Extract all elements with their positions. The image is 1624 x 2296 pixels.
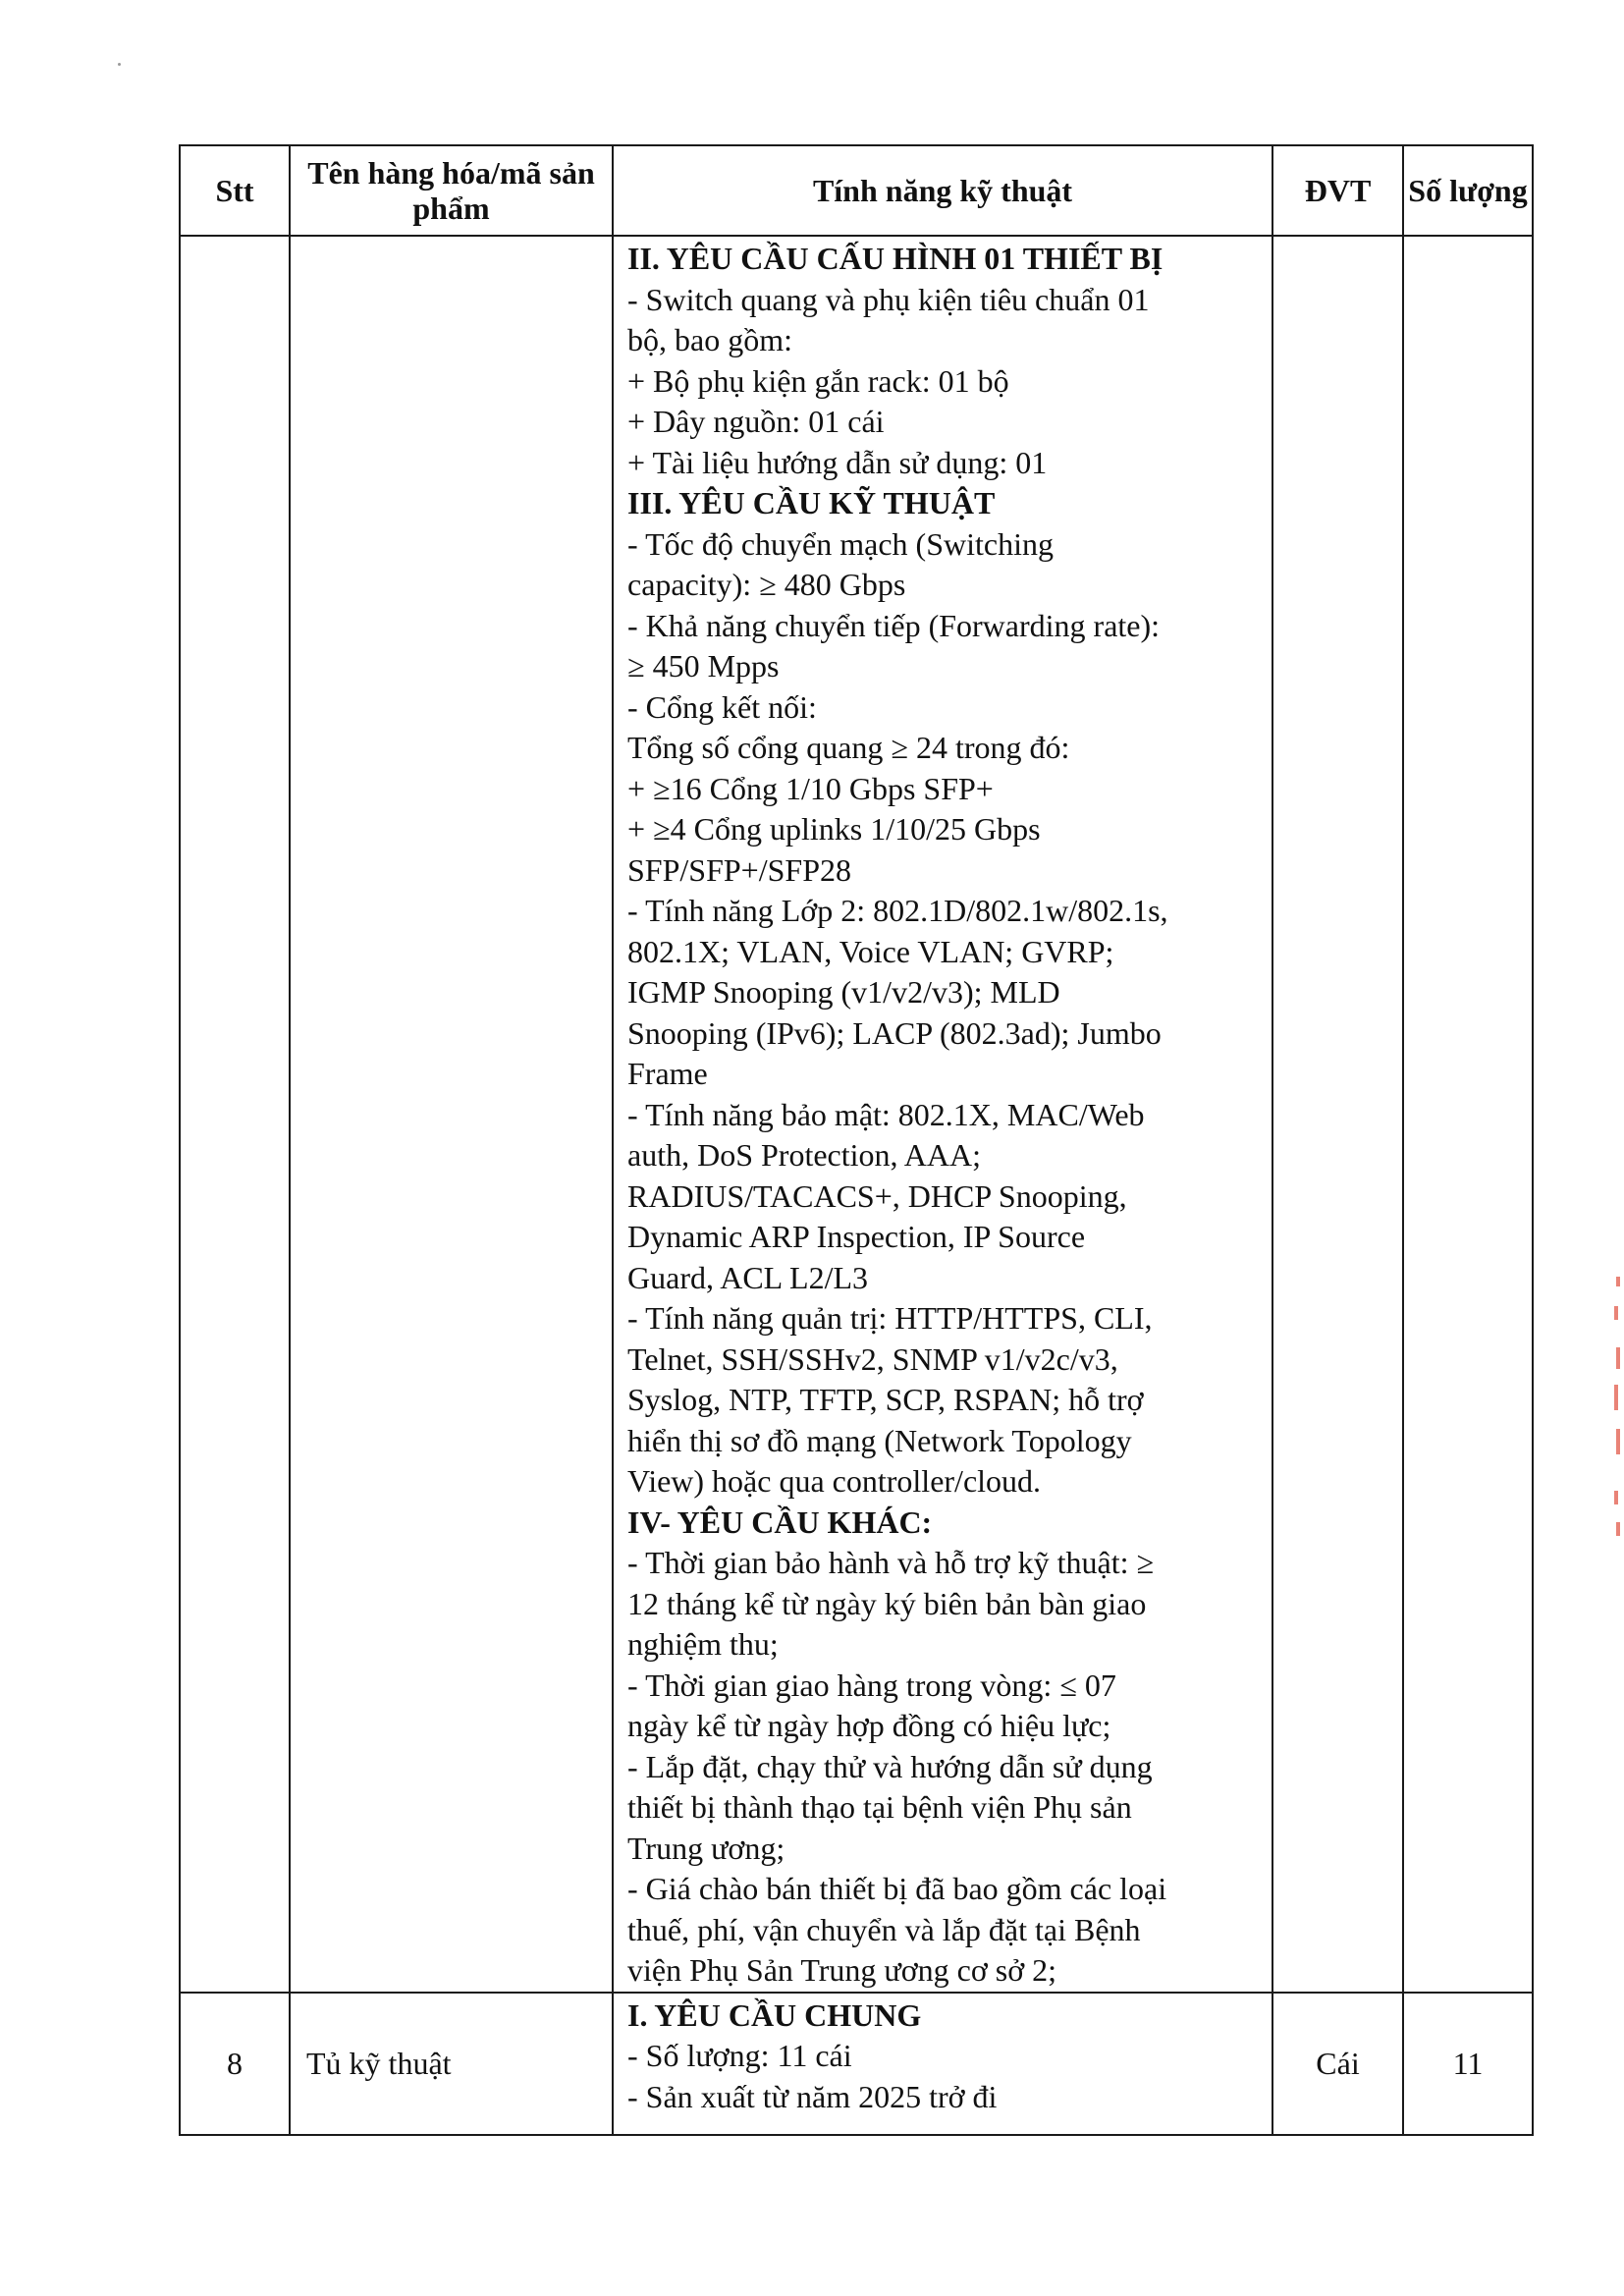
spec-text-line: - Tốc độ chuyển mạch (Switching (627, 525, 1054, 562)
spec-text-line: + Tài liệu hướng dẫn sử dụng: 01 (627, 444, 1048, 480)
spec-text-line: ≥ 450 Mpps (627, 648, 780, 683)
spec-text-line: Guard, ACL L2/L3 (627, 1259, 868, 1295)
spec-text-line: capacity): ≥ 480 Gbps (627, 567, 906, 602)
stamp-edge-mark (1614, 1491, 1618, 1504)
spec-text-line: auth, DoS Protection, AAA; (627, 1137, 981, 1173)
quantity-cell (1403, 236, 1533, 1993)
stamp-edge-mark (1616, 1277, 1620, 1286)
header-stt: Stt (180, 145, 290, 236)
spec-cell-item-8 (613, 1993, 1272, 2135)
header-quantity: Số lượng (1403, 145, 1533, 236)
spec-text-line: hiển thị sơ đồ mạng (Network Topology (627, 1422, 1132, 1458)
spec-text-line: ngày kể từ ngày hợp đồng có hiệu lực; (627, 1708, 1111, 1743)
spec-text-line: RADIUS/TACACS+, DHCP Snooping, (627, 1177, 1127, 1214)
spec-text-line: - Sản xuất từ năm 2025 trở đi (627, 2078, 998, 2114)
spec-section-heading: II. YÊU CẦU CẤU HÌNH 01 THIẾT BỊ (627, 241, 1164, 276)
spec-text-line: - Tính năng quản trị: HTTP/HTTPS, CLI, (627, 1300, 1153, 1336)
unit-cell (1272, 236, 1403, 1993)
spec-section-heading: I. YÊU CẦU CHUNG (627, 1996, 922, 2033)
table-header-row (180, 145, 1533, 236)
spec-text-line: viện Phụ Sản Trung ương cơ sở 2; (627, 1952, 1057, 1988)
stamp-edge-mark (1616, 1347, 1620, 1369)
spec-text-line: - Giá chào bán thiết bị đã bao gồm các loại (627, 1871, 1167, 1906)
spec-text-line: IGMP Snooping (v1/v2/v3); MLD (627, 974, 1060, 1010)
spec-text-line: Trung ương; (627, 1830, 785, 1866)
spec-text-line: thiết bị thành thạo tại bệnh viện Phụ sản (627, 1789, 1132, 1825)
spec-text-line: + ≥4 Cổng uplinks 1/10/25 Gbps (627, 811, 1041, 847)
stt-cell: 8 (180, 1993, 290, 2135)
spec-section-heading: III. YÊU CẦU KỸ THUẬT (627, 485, 996, 520)
stamp-edge-mark (1616, 1429, 1620, 1454)
header-product-name: Tên hàng hóa/mã sản phẩm (290, 145, 613, 236)
spec-text-line: - Thời gian giao hàng trong vòng: ≤ 07 (627, 1667, 1116, 1703)
scan-speck (118, 63, 121, 66)
spec-text-line: Snooping (IPv6); LACP (802.3ad); Jumbo (627, 1014, 1162, 1051)
spec-text-line: 12 tháng kể từ ngày ký biên bản bàn giao (627, 1585, 1147, 1621)
header-technical-features: Tính năng kỹ thuật (613, 145, 1272, 236)
stt-cell (180, 236, 290, 1993)
spec-text-line: View) hoặc qua controller/cloud. (627, 1463, 1042, 1499)
product-name-cell: Tủ kỹ thuật (290, 1993, 613, 2135)
spec-text-line: - Switch quang và phụ kiện tiêu chuẩn 01 (627, 281, 1150, 317)
spec-text-line: + ≥16 Cổng 1/10 Gbps SFP+ (627, 770, 994, 806)
spec-text-line: Telnet, SSH/SSHv2, SNMP v1/v2c/v3, (627, 1340, 1118, 1377)
stamp-edge-mark (1614, 1385, 1618, 1410)
spec-text-line: - Số lượng: 11 cái (627, 2038, 852, 2073)
unit-cell: Cái (1272, 1993, 1403, 2135)
product-name-cell (290, 236, 613, 1993)
spec-text-line: + Bộ phụ kiện gắn rack: 01 bộ (627, 362, 1009, 399)
stamp-edge-mark (1614, 1306, 1618, 1320)
table-row-item-8 (180, 1993, 1533, 2135)
spec-text-line: Dynamic ARP Inspection, IP Source (627, 1219, 1086, 1254)
spec-section-heading: IV- YÊU CẦU KHÁC: (627, 1503, 933, 1540)
spec-text-line: Tổng số cổng quang ≥ 24 trong đó: (627, 730, 1070, 765)
technical-spec-table (179, 144, 1534, 2136)
spec-text-line: - Tính năng bảo mật: 802.1X, MAC/Web (627, 1096, 1145, 1132)
table-row-continued (180, 236, 1533, 1993)
spec-text-line: - Cổng kết nối: (627, 688, 817, 725)
spec-text-line: - Khả năng chuyển tiếp (Forwarding rate): (627, 607, 1161, 643)
spec-text-line: - Tính năng Lớp 2: 802.1D/802.1w/802.1s, (627, 893, 1168, 928)
header-unit: ĐVT (1272, 145, 1403, 236)
spec-text-line: 802.1X; VLAN, Voice VLAN; GVRP; (627, 933, 1114, 969)
quantity-cell: 11 (1403, 1993, 1533, 2135)
spec-text-line: SFP/SFP+/SFP28 (627, 851, 851, 888)
spec-text-line: nghiệm thu; (627, 1626, 779, 1662)
spec-text-line: Frame (627, 1056, 708, 1091)
spec-text-line: thuế, phí, vận chuyển và lắp đặt tại Bệnh (627, 1911, 1141, 1947)
stamp-edge-mark (1616, 1522, 1620, 1536)
spec-text-line: - Lắp đặt, chạy thử và hướng dẫn sử dụng (627, 1748, 1153, 1784)
spec-text-line: bộ, bao gồm: (627, 322, 792, 357)
spec-text-line: + Dây nguồn: 01 cái (627, 404, 885, 439)
spec-text-line: Syslog, NTP, TFTP, SCP, RSPAN; hỗ trợ (627, 1382, 1144, 1417)
spec-text-line: - Thời gian bảo hành và hỗ trợ kỹ thuật: ≥ (627, 1545, 1155, 1580)
spec-cell-continued (613, 236, 1272, 1993)
